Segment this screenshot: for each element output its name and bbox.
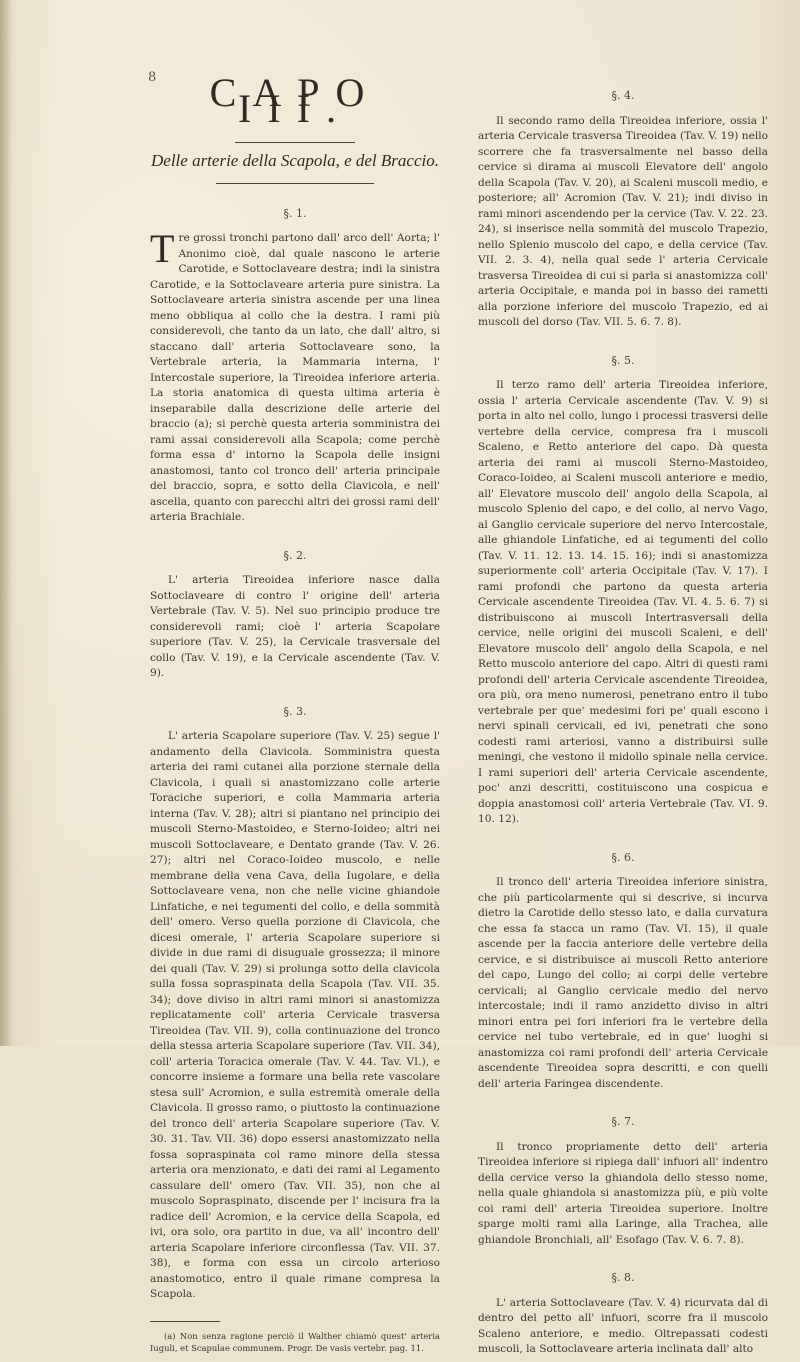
right-column — [478, 88, 768, 1358]
section-mark: §. 3. — [283, 704, 307, 718]
section-mark: §. 2. — [283, 548, 307, 562]
binding-edge — [0, 0, 12, 1046]
footnote: (a) Non senza ragione perciò il Walther chiamò quest' arteria Iuguli, et Scapulae communem. Progr. De vasis vertebr. pag. 11. — [150, 1330, 440, 1353]
section-mark: §. 4. — [611, 89, 635, 102]
paragraph: Il tronco propriamente detto dell' arteria Tireoidea inferiore si ripiega dall' infuori all' indentro della cervice verso la ghiandola dello stesso nome, nella quale ghiandola si anastomizza più, e più volte coi rami dell' arteria Tireoidea superiore. Inoltre sparge molti rami alla Laringe, alla Trachea, alle ghiandole Bronchiali, all' Esofago (Tav. V. 6. 7. 8). — [478, 1140, 768, 1246]
drop-cap: T — [150, 226, 175, 271]
title-rule — [235, 142, 355, 143]
paragraph-text: re grossi tronchi partono dall' arco dell' Aorta; l' Anonimo cioè, dal quale nascono le arterie Carotide, e Sottoclaveare destra; indi la sinistra Carotide, e la Sottoclaveare arteria pure sinistra. La Sottoclaveare arteria sinistra ascende per una linea meno obbliqua al collo che la destra. I rami più considerevoli, che tanto da un lato, che dall' altro, si staccano dall' arteria Sottoclaveare sono, la Vertebrale arteria, la Mammaria interna, l' Intercostale superiore, la Tireoidea inferiore arteria. La storia anatomica di questa ultima arteria è inseparabile dalla descrizione delle arterie del braccio (a); si perchè questa arteria somministra dei rami assai considerevoli alla Scapola; come perchè forma essa d' intorno la Scapola delle insigni anastomosi, tanto col tronco dell' arteria principale del braccio, sopra, e sotto della Clavicola, e nell' ascella, quanto con parecchi altri dei grossi rami dell' arteria Brachiale. — [150, 232, 440, 523]
subtitle-rule — [216, 183, 374, 184]
section-mark: §. 5. — [611, 353, 635, 367]
footnote-rule — [150, 1321, 220, 1322]
paragraph — [150, 226, 440, 526]
paragraph: Il secondo ramo della Tireoidea inferiore, ossia l' arteria Cervicale trasversa Tireoidea (Tav. V. 19) nello scorrere che fa trasversalmente nel basso della cervice si dirama ai muscoli Elevatore dell' angolo della Scapola (Tav. V. 20), ai Scaleni muscoli medio, e posteriore; all' Acromion (Tav. V. 21); indi diviso in rami minori ascendendo per la cervice (Tav. V. 22. 23. 24), si inserisce nella sommità del muscolo Trapezio, nello Splenio muscolo del capo, e della cervice (Tav. VII. 2. 3. 4), nella qual sede l' arteria Cervicale trasversa Tireoidea di cui si parla si anastomizza coll' arteria Occipitale, e manda poi in basso dei rametti alla porzione inferiore del muscolo Trapezio, ed ai muscoli del dorso (Tav. VII. 5. 6. 7. 8). — [478, 114, 768, 328]
left-column — [150, 70, 440, 1362]
section-mark: §. 1. — [283, 206, 307, 220]
page-number: 8 — [148, 70, 157, 85]
paragraph: Il tronco dell' arteria Tireoidea inferiore sinistra, che più particolarmente qui si descrive, si incurva dietro la Carotide dello stesso lato, e dalla curvatura che essa fa stacca un ramo (Tav. VI. 15), il quale ascende per la faccia anteriore delle vertebre della cervice, e si distribuisce ai muscoli Retto anteriore del capo, Lungo del collo; ai corpi delle vertebre cervicali; al Ganglio cervicale medio del nervo intercostale; indi il ramo anzidetto diviso in altri minori entra pei fori inferiori fra le vertebre della cervice nel tubo vertebrale, ed in que' luoghi si anastomizza coi rami profondi dell' arteria Cervicale ascendente Tireoidea sopra descritti, e con quelli dell' arteria Faringea discendente. — [478, 876, 768, 1090]
chapter-subtitle: Delle arterie della Scapola, e del Braccio. — [151, 151, 439, 170]
chapter-title: CAPO III. — [209, 70, 381, 131]
section-mark: §. 6. — [611, 850, 635, 864]
paragraph: Il terzo ramo dell' arteria Tireoidea inferiore, ossia l' arteria Cervicale ascendente (Tav. V. 9) si porta in alto nel collo, lungo i processi trasversi delle vertebre della cervice, compresa fra i muscoli Scaleno, e Retto anteriore del capo. Dà questa arteria dei rami ai muscoli Sterno-Mastoideo, Coraco-Ioideo, ai Scaleni muscoli anteriore e medio, all' Elevatore muscolo dell' angolo della Scapola, al muscolo Splenio del capo, e del collo, al nervo Vago, al Ganglio cervicale superiore del nervo Intercostale, alle ghiandole Linfatiche, ed ai tegumenti del collo (Tav. V. 11. 12. 13. 14. 15. 16); indi si anastomizza superiormente coll' arteria Occipitale (Tav. V. 17). I rami profondi che partono da questa arteria Cervicale ascendente Tireoidea (Tav. VI. 4. 5. 6. 7) si distribuiscono ai muscoli Intertrasversali della cervice, nelle origini dei muscoli Scaleni, e dell' Elevatore muscolo dell' angolo della Scapola, e nel Retto muscolo anteriore del capo. Altri di questi rami profondi dell' arteria Cervicale ascendente Tireoidea, ora più, ora meno numerosi, penetrano entro il tubo vertebrale per que' medesimi fori pe' quali escono i nervi spinali cervicali, ed ivi, penetrati che sono codesti rami arteriosi, vanno a distribuirsi sulle meningi, che vestono il midollo spinale nella cervice. I rami superiori dell' arteria Cervicale ascendente, poc' anzi descritti, costituiscono una cospicua e doppia anastomosi coll' arteria Vertebrale (Tav. VI. 9. 10. 12). — [478, 379, 768, 825]
paragraph: L' arteria Tireoidea inferiore nasce dalla Sottoclaveare di contro l' origine dell' arteria Vertebrale (Tav. V. 5). Nel suo principio produce tre considerevoli rami; cioè l' arteria Scapolare superiore (Tav. V. 25), la Cervicale trasversale del collo (Tav. V. 19), e la Cervicale ascendente (Tav. V. 9). — [150, 574, 440, 679]
paragraph: L' arteria Scapolare superiore (Tav. V. 25) segue l' andamento della Clavicola. Somministra questa arteria dei rami cutanei alla porzione sternale della Clavicola, i quali si anastomizzano colle arterie Toraciche superiori, e colla Mammaria arteria interna (Tav. V. 28); altri si piantano nel principio dei muscoli Sterno-Mastoideo, e Sterno-Ioideo; altri nei muscoli Sottoclaveare, e Dentato grande (Tav. V. 26. 27); altri nel Coraco-Ioideo muscolo, e nelle membrane della vena Cava, della Iugolare, e della Sottoclaveare vena, non che nelle vicine ghiandole Linfatiche, e nei tegumenti del collo, e della sommità dell' omero. Verso quella porzione di Clavicola, che dicesi omerale, l' arteria Scapolare superiore si divide in due rami di disuguale grossezza; il minore dei quali (Tav. V. 29) si prolunga sotto della clavicola sulla fossa sopraspinata della Scapola (Tav. VII. 35. 34); dove diviso in altri rami minori si anastomizza replicatamente coll' arteria Cervicale trasversa Tireoidea (Tav. VII. 9), colla continuazione del tronco della stessa arteria Scapolare superiore (Tav. VII. 34), coll' arteria Toracica omerale (Tav. V. 44. Tav. VI.), e concorre insieme a formare una bella rete vascolare stesa sull' Acromion, e sulla estremità omerale della Clavicola. Il grosso ramo, o piuttosto la continuazione del tronco dell' arteria Scapolare superiore (Tav. V. 30. 31. Tav. VII. 36) dopo essersi anastomizzato nella fossa sopraspinata col ramo minore della stessa arteria ora menzionato, e dati dei rami al Legamento cassulare dell' omero (Tav. VII. 35), non che al muscolo Sopraspinato, discende per l' incisura fra la radice dell' Acromion, e la cervice della Scapola, ed ivi, ora solo, ora partito in due, va all' incontro dell' arteria Scapolare inferiore circonflessa (Tav. VII. 37. 38), e forma con essa un circolo arterioso anastomotico, entro il quale rimane compresa la Scapola. — [150, 730, 440, 1300]
section-mark: §. 8. — [611, 1271, 635, 1284]
section-mark: §. 7. — [611, 1115, 635, 1128]
paragraph: L' arteria Sottoclaveare (Tav. V. 4) ricurvata dal di dentro del petto all' infuori, scorre fra il muscolo Scaleno anteriore, e medio. Oltrepassati codesti muscoli, la Sottoclaveare arteria inclinata dall' alto — [478, 1296, 768, 1355]
